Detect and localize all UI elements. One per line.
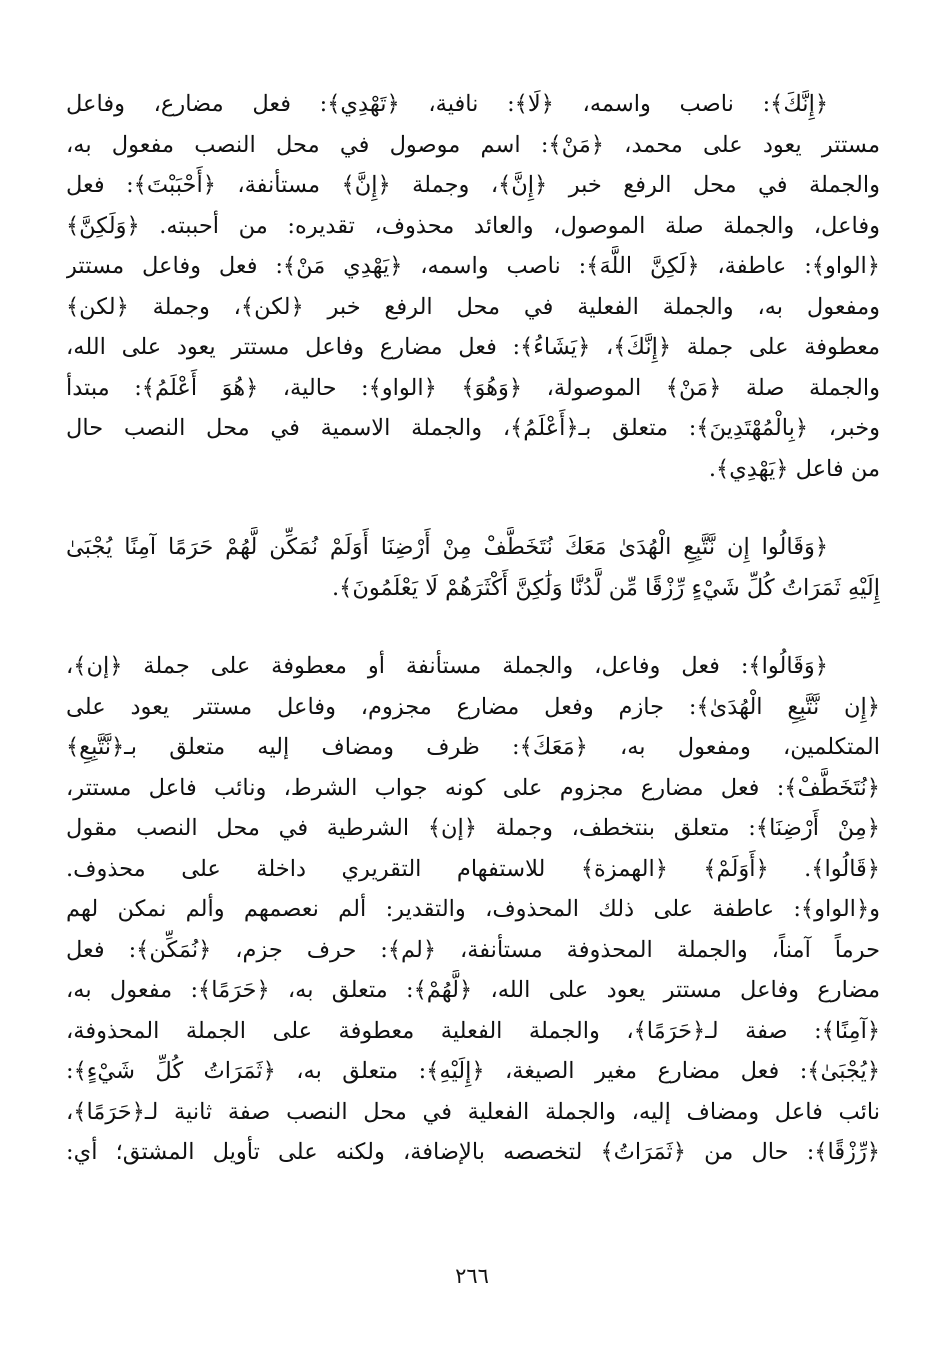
text-line: والجملة صلة ﴿مَنْ﴾ الموصولة، ﴿وَهُوَ﴾ ﴿الواو﴾: حالية، ﴿هُوَ أَعْلَمُ﴾: مبتدأ [66, 374, 880, 401]
text-line: مضارع وفاعل مستتر يعود على الله، ﴿لَّهُمْ﴾: متعلق به، ﴿حَرَمًا﴾: مفعول به، [66, 977, 880, 1003]
text-line: وفاعل، والجملة صلة الموصول، والعائد محذوف، تقديره: من أحببته. ﴿وَلَكِنَّ﴾ [66, 212, 880, 239]
text-line: نائب فاعل ومضاف إليه، والجملة الفعلية في محل النصب صفة ثانية لـ﴿حَرَمًا﴾، [66, 1098, 880, 1125]
verse-line: ﴿وَقَالُوا إِن نَّتَّبِعِ الْهُدَىٰ مَعَكَ نُتَخَطَّفْ مِنْ أَرْضِنَا أَوَلَمْ نُمَكِّن لَّهُمْ حَرَمًا آمِنًا يُجْبَىٰ [66, 534, 828, 560]
quran-verse [66, 527, 880, 608]
text-line: ﴿وَقَالُوا﴾: فعل وفاعل، والجملة مستأنفة أو معطوفة على جملة ﴿إن﴾، [66, 653, 828, 679]
text-line: و﴿الواو﴾: عاطفة على ذلك المحذوف، والتقدير: ألم نعصمهم وألم نمكن لهم [66, 896, 880, 922]
text-line: ﴿إِن نَّتَّبِعِ الْهُدَىٰ﴾: جازم وفعل مضارع مجزوم، وفاعل مستتر يعود على [66, 693, 880, 720]
text-line: مستتر يعود على محمد، ﴿مَنْ﴾: اسم موصول في محل النصب مفعول به، [66, 131, 880, 158]
text-line: ﴿رِّزْقًا﴾: حال من ﴿ثَمَرَاتُ﴾ لتخصصه بالإضافة، ولكنه على تأويل المشتق؛ أي: [66, 1139, 880, 1165]
page-number: ٢٦٦ [455, 1264, 489, 1288]
text-line: حرماً آمناً، والجملة المحذوفة مستأنفة، ﴿لم﴾: حرف جزم، ﴿نُمَكِّن﴾: فعل [66, 936, 880, 963]
spacer [66, 489, 880, 527]
verse-line: إِلَيْهِ ثَمَرَاتُ كُلِّ شَيْءٍ رِّزْقًا مِّن لَّدُنَّا وَلَٰكِنَّ أَكْثَرَهُمْ لَا يَعْلَمُونَ﴾. [331, 574, 880, 601]
text-line: ﴿نُتَخَطَّفْ﴾: فعل مضارع مجزوم على كونه جواب الشرط، ونائب فاعل مستتر، [66, 774, 880, 801]
text-line: من فاعل ﴿يَهْدِي﴾. [708, 455, 880, 482]
text-line: المتكلمين، ومفعول به، ﴿مَعَكَ﴾: ظرف ومضاف إليه متعلق بـ﴿نَّتَّبِعِ﴾ [66, 734, 880, 760]
text-line: ﴿مِنْ أَرْضِنَا﴾: متعلق بنتخطف، وجملة ﴿إن﴾ الشرطية في محل النصب مقول [66, 815, 880, 841]
page-body [66, 84, 880, 1173]
commentary-paragraph-1 [66, 84, 880, 489]
spacer [66, 608, 880, 646]
text-line: ﴿يُجْبَىٰ﴾: فعل مضارع مغير الصيغة، ﴿إِلَيْهِ﴾: متعلق به، ﴿ثَمَرَاتُ كُلِّ شَيْءٍ﴾: [66, 1058, 880, 1084]
text-line: معطوفة على جملة ﴿إِنَّكَ﴾، ﴿يَشَاءُ﴾: فعل مضارع وفاعل مستتر يعود على الله، [66, 334, 880, 360]
text-line: وخبر، ﴿بِالْمُهْتَدِينَ﴾: متعلق بـ﴿أَعْلَمُ﴾، والجملة الاسمية في محل النصب حال [66, 415, 880, 441]
text-line: ومفعول به، والجملة الفعلية في محل الرفع خبر ﴿لكن﴾، وجملة ﴿لكن﴾ [66, 293, 880, 320]
text-line: ﴿آمِنًا﴾: صفة لـ﴿حَرَمًا﴾، والجملة الفعلية معطوفة على الجملة المحذوفة، [66, 1017, 880, 1044]
text-line: ﴿إِنَّكَ﴾: ناصب واسمه، ﴿لَا﴾: نافية، ﴿تَهْدِي﴾: فعل مضارع، وفاعل [66, 91, 828, 117]
text-line: ﴿قَالُوا﴾. ﴿أَوَلَمْ﴾ ﴿الهمزة﴾ للاستفهام التقريري داخلة على محذوف. [66, 855, 880, 882]
commentary-paragraph-2 [66, 646, 880, 1173]
text-line: ﴿الواو﴾: عاطفة، ﴿لَكِنَّ اللَّهَ﴾: ناصب واسمه، ﴿يَهْدِي مَنْ﴾: فعل وفاعل مستتر [66, 253, 880, 279]
text-line: والجملة في محل الرفع خبر ﴿إِنَّ﴾، وجملة ﴿إِنَّ﴾ مستأنفة، ﴿أَحْبَبْتَ﴾: فعل [66, 172, 880, 198]
